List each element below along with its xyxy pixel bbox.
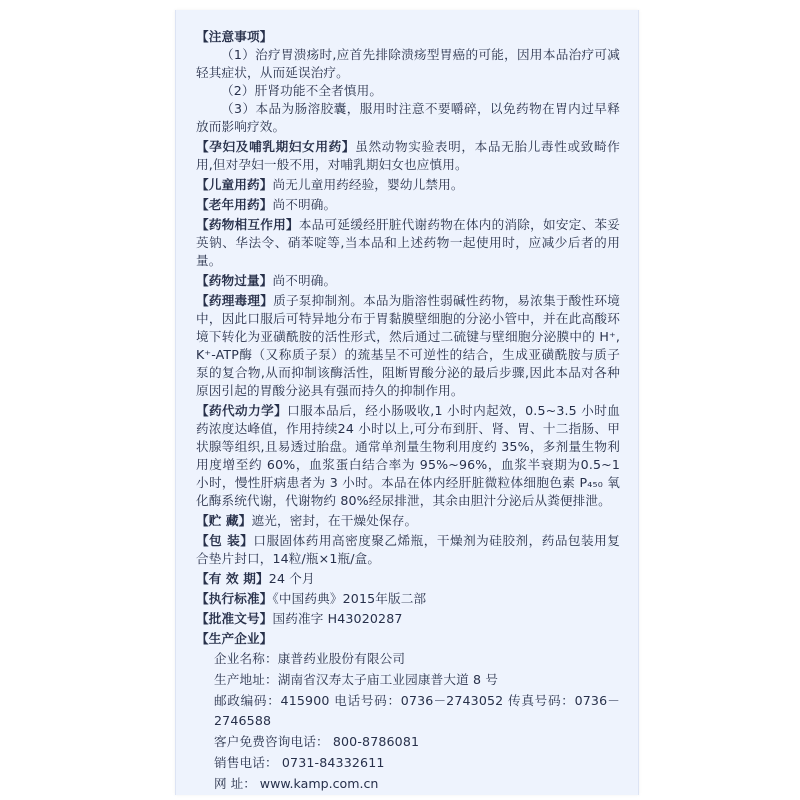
section-label: 【批准文号】 xyxy=(196,611,273,626)
section-label: 【儿童用药】 xyxy=(196,177,273,192)
section-text: 遮光，密封，在干燥处保存。 xyxy=(251,513,418,528)
section-text: 口服本品后，经小肠吸收,1 小时内起效，0.5~3.5 小时血药浓度达峰值，作用持续24 小时以上,可分布到肝、肾、胃、十二指肠、甲状腺等组织,且易透过胎盘。通常单剂量生物利用度约 35%，多剂量生物利用度增至约 60%，血浆蛋白结合率为 95%~96%，血浆半衰期为0.5~1 小时，慢性肝病患者为 3 小时。本品在体内经肝脏微粒体细胞色素 P₄₅₀ 氧化酶系统代谢，代谢物约 80%经尿排泄，其余由胆汁分泌后从粪便排泄。 xyxy=(196,403,620,508)
section-label: 【生产企业】 xyxy=(196,631,273,646)
website: 网 址： www.kamp.com.cn xyxy=(214,776,379,791)
approval-section xyxy=(196,610,620,628)
company-address: 生产地址：湖南省汉寿太子庙工业园康普大道 8 号 xyxy=(214,672,499,687)
hotline: 客户免费咨询电话： 800-8786081 xyxy=(214,734,420,749)
section-label: 【执行标准】 xyxy=(196,591,273,606)
pregnancy-section xyxy=(196,138,620,174)
section-label: 【药代动力学】 xyxy=(196,403,288,418)
section-text: 虽然动物实验表明，本品无胎儿毒性或致畸作用,但对孕妇一般不用，对哺乳期妇女也应慎用。 xyxy=(196,139,620,172)
section-text: 本品可延缓经肝脏代谢药物在体内的消除，如安定、苯妥英钠、华法令、硝苯啶等,当本品和上述药物一起使用时，应减少后者的用量。 xyxy=(196,217,621,268)
pharmacokinetics-section xyxy=(196,402,620,510)
precaution-item-1: （1）治疗胃溃疡时,应首先排除溃疡型胃癌的可能，因用本品治疗可减轻其症状，从而延误治疗。 xyxy=(196,47,620,80)
section-label: 【注意事项】 xyxy=(196,29,273,44)
sales-phone: 销售电话： 0731-84332611 xyxy=(214,755,385,770)
section-label: 【老年用药】 xyxy=(196,197,273,212)
precaution-item-3: （3）本品为肠溶胶囊，服用时注意不要嚼碎，以免药物在胃内过早释放而影响疗效。 xyxy=(196,101,620,134)
section-text: 尚不明确。 xyxy=(272,197,337,212)
section-text: 尚无儿童用药经验，婴幼儿禁用。 xyxy=(272,177,464,192)
section-label: 【药物相互作用】 xyxy=(196,217,299,232)
section-text: 口服固体药用高密度聚乙烯瓶，干燥剂为硅胶剂，药品包装用复合垫片封口，14粒/瓶×1瓶/盒。 xyxy=(196,533,621,566)
section-label: 【有 效 期】 xyxy=(196,571,269,586)
section-label: 【贮 藏】 xyxy=(196,513,252,528)
section-text: 尚不明确。 xyxy=(272,273,337,288)
section-text: 《中国药典》2015年版二部 xyxy=(272,591,427,606)
manufacturer-heading xyxy=(196,630,620,648)
company-name: 企业名称：康普药业股份有限公司 xyxy=(214,651,406,666)
section-text: 国药准字 H43020287 xyxy=(272,611,403,626)
section-label: 【包 装】 xyxy=(196,533,254,548)
package-insert-sheet xyxy=(175,10,639,795)
packaging-section xyxy=(196,532,620,568)
pediatric-section xyxy=(196,176,620,194)
overdose-section xyxy=(196,272,620,290)
section-text: 24 个月 xyxy=(268,571,315,586)
geriatric-section xyxy=(196,196,620,214)
section-text: 质子泵抑制剂。本品为脂溶性弱碱性药物，易浓集于酸性环境中，因此口服后可特异地分布于胃黏膜壁细胞的分泌小管中，并在此高酸环境下转化为亚磺酰胺的活性形式，然后通过二硫键与壁细胞分泌膜中的 H⁺, K⁺-ATP酶（又称质子泵）的巯基呈不可逆性的结合，生成亚磺酰胺与质子泵的复合物,从而抑制该酶活性，阻断胃酸分泌的最后步骤,因此本品对各种原因引起的胃酸分泌具有强而持久的抑制作用。 xyxy=(196,293,620,398)
section-label: 【药理毒理】 xyxy=(196,293,274,308)
precautions-heading xyxy=(196,28,620,46)
toxicology-section xyxy=(196,292,620,400)
validity-section xyxy=(196,570,620,588)
company-contact: 邮政编码：415900 电话号码：0736－2743052 传真号码：0736－2746588 xyxy=(214,693,620,728)
storage-section xyxy=(196,512,620,530)
precaution-item-2: （2）肝肾功能不全者慎用。 xyxy=(221,83,383,98)
insert-content xyxy=(196,28,620,795)
section-label: 【孕妇及哺乳期妇女用药】 xyxy=(196,139,356,154)
standard-section xyxy=(196,590,620,608)
section-label: 【药物过量】 xyxy=(196,273,273,288)
interactions-section xyxy=(196,216,620,270)
